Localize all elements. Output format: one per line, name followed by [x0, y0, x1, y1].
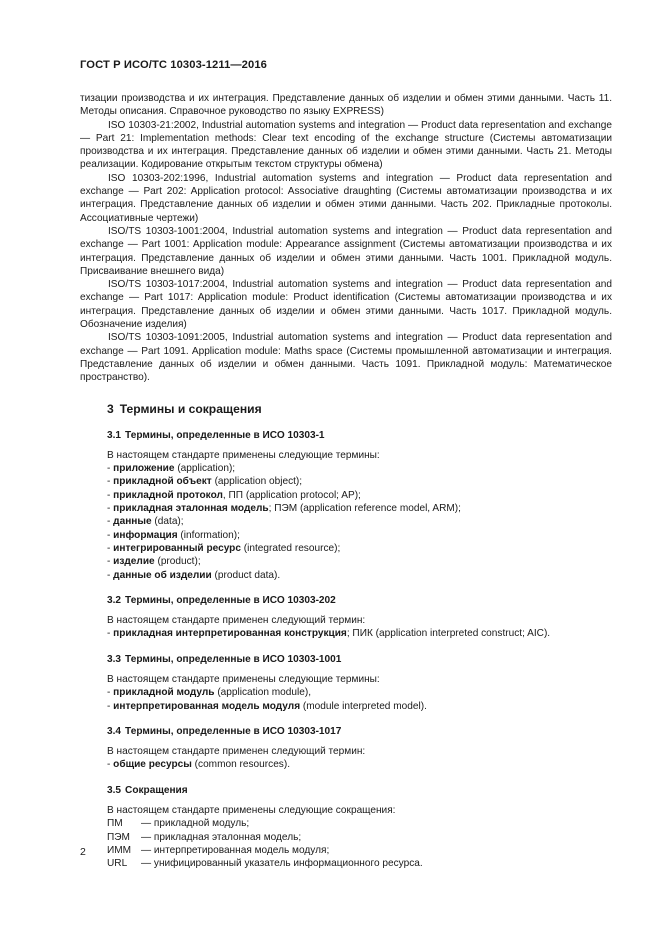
- term-item: - информация (information);: [107, 529, 240, 541]
- subsection-number: 3.2: [107, 594, 122, 606]
- ref-paragraph: ISO/TS 10303-1091:2005, Industrial automation systems and integration — Product data representation and exchange — Part 1091. Application module: Maths space (Системы промышленной автоматизации и интеграция. Представление данных об изделии и обмен данными. Часть 1091. Прикладной модуль: Математическое пространство).: [80, 332, 612, 384]
- subsection-title: Термины, определенные в ИСО 10303-1001: [125, 653, 342, 665]
- term: прикладная интерпретированная конструкция: [113, 628, 347, 640]
- term: прикладной объект: [113, 476, 212, 488]
- subsection-heading: [107, 594, 612, 607]
- subsection-number: 3.5: [107, 784, 122, 796]
- abbreviation-meaning: — прикладная эталонная модель;: [141, 831, 302, 843]
- abbreviation-row: [107, 857, 612, 870]
- abbreviation-row: [107, 831, 612, 844]
- section-number: 3: [107, 401, 114, 416]
- term-item: - прикладной объект (application object);: [107, 476, 303, 488]
- subsection-heading: [107, 725, 612, 738]
- abbreviation: ПМ: [107, 818, 123, 830]
- subsection-title: Термины, определенные в ИСО 10303-1: [125, 429, 325, 441]
- term-item: - общие ресурсы (common resources).: [107, 759, 291, 771]
- term-desc: (product);: [154, 556, 201, 568]
- subsection-number: 3.1: [107, 429, 122, 441]
- subsection-number: 3.4: [107, 725, 122, 737]
- ref-paragraph: ISO 10303-202:1996, Industrial automation systems and integration — Product data representation and exchange — Part 202: Application protocol: Associative draughting (Системы автоматизации производства и их интеграция. Представление данных об изделии и обмен этими данными. Часть 202. Прикладные протоколы. Ассоциативные чертежи): [80, 172, 612, 224]
- term-desc: (application module),: [214, 687, 312, 699]
- term: прикладная эталонная модель: [113, 503, 269, 515]
- document-header: ГОСТ Р ИСО/ТС 10303-1211—2016: [80, 59, 267, 71]
- abbreviation: ИММ: [107, 844, 132, 856]
- term-item: - данные об изделии (product data).: [107, 569, 281, 581]
- term: интерпретированная модель модуля: [113, 700, 301, 712]
- term: приложение: [113, 463, 175, 475]
- ref-paragraph: ISO/TS 10303-1017:2004, Industrial automation systems and integration — Product data representation and exchange — Part 1017: Application module: Product identification (Системы автоматизации производства и их интеграция. Представление данных об изделии и обмен этими данными. Часть 1017. Прикладной модуль. Обозначение изделия): [80, 279, 612, 331]
- term-desc: (common resources).: [191, 759, 291, 771]
- term: информация: [113, 529, 178, 541]
- term-desc: ; ПЭМ (application reference model, ARM);: [268, 503, 461, 515]
- section-heading: [107, 402, 612, 417]
- term: прикладной протокол: [113, 489, 223, 501]
- term-item: - приложение (application);: [107, 463, 236, 475]
- term-desc: (module interpreted model).: [300, 700, 427, 712]
- term: общие ресурсы: [113, 759, 192, 771]
- term: данные: [113, 516, 152, 528]
- term: данные об изделии: [113, 569, 212, 581]
- abbreviation: ПЭМ: [107, 831, 130, 843]
- term: изделие: [113, 556, 155, 568]
- term-desc: (application);: [174, 463, 236, 475]
- term-item: - прикладной модуль (application module),: [107, 687, 312, 699]
- abbreviation: URL: [107, 858, 128, 870]
- abbreviation-meaning: — прикладной модуль;: [141, 818, 250, 830]
- subsection-heading: [107, 429, 612, 442]
- term-item: - интерпретированная модель модуля (module interpreted model).: [107, 700, 427, 712]
- term-item: - прикладной протокол, ПП (application protocol; AP);: [107, 489, 361, 501]
- term-desc: (information);: [177, 529, 240, 541]
- abbreviation-meaning: — унифицированный указатель информационного ресурса.: [141, 858, 423, 870]
- term-desc: (application object);: [211, 476, 303, 488]
- abbreviation-row: [107, 817, 612, 830]
- page-number: 2: [80, 846, 86, 858]
- abbreviation-meaning: — интерпретированная модель модуля;: [141, 844, 330, 856]
- term-item: - интегрированный ресурс (integrated resource);: [107, 542, 341, 554]
- subsection-intro: В настоящем стандарте применен следующий термин:: [107, 746, 366, 758]
- term-desc: (integrated resource);: [240, 542, 341, 554]
- term: прикладной модуль: [113, 687, 215, 699]
- subsection-title: Термины, определенные в ИСО 10303-1017: [125, 725, 342, 737]
- abbreviation-row: [107, 844, 612, 857]
- ref-paragraph: ISO 10303-21:2002, Industrial automation systems and integration — Product data representation and exchange — Part 21: Implementation methods: Clear text encoding of the exchange structure (Системы автоматизации производства и их интеграция. Представление данных об изделии и обмен этими данными. Часть 21. Методы реализации. Кодирование открытым текстом структуры обмена): [80, 119, 612, 171]
- subsection-intro: В настоящем стандарте применены следующие термины:: [107, 673, 380, 685]
- ref-paragraph: ISO/TS 10303-1001:2004, Industrial automation systems and integration — Product data representation and exchange — Part 1001: Application module: Appearance assignment (Системы автоматизации производства и их интеграция. Представление данных об изделии и обмен этими данными. Часть 1001. Прикладной модуль. Присваивание внешнего вида): [80, 225, 612, 277]
- term-item: - прикладная эталонная модель; ПЭМ (application reference model, ARM);: [107, 503, 461, 515]
- subsection-title: Термины, определенные в ИСО 10303-202: [125, 594, 336, 606]
- subsection-intro: В настоящем стандарте применен следующий термин:: [107, 615, 366, 627]
- term-item: - данные (data);: [107, 516, 184, 528]
- subsection-title: Сокращения: [125, 784, 188, 796]
- term-desc: (data);: [151, 516, 184, 528]
- subsection-heading: [107, 653, 612, 666]
- term-desc: , ПП (application protocol; AP);: [222, 489, 361, 501]
- term-desc: (product data).: [211, 569, 281, 581]
- body-text: [80, 92, 612, 871]
- subsection-heading: [107, 784, 612, 797]
- subsection-intro: В настоящем стандарте применены следующие термины:: [107, 449, 380, 461]
- ref-paragraph: тизации производства и их интеграция. Представление данных об изделии и обмен этими данными. Часть 11. Методы описания. Справочное руководство по языку EXPRESS): [80, 93, 612, 118]
- subsection-number: 3.3: [107, 653, 122, 665]
- section-title: Термины и сокращения: [119, 401, 262, 416]
- term: интегрированный ресурс: [113, 542, 241, 554]
- term-item: - изделие (product);: [107, 556, 201, 568]
- term-item: - прикладная интерпретированная конструкция; ПИК (application interpreted construct; AIC).: [107, 628, 551, 640]
- subsection-intro: В настоящем стандарте применены следующие сокращения:: [107, 805, 396, 817]
- term-desc: ; ПИК (application interpreted construct; AIC).: [346, 628, 551, 640]
